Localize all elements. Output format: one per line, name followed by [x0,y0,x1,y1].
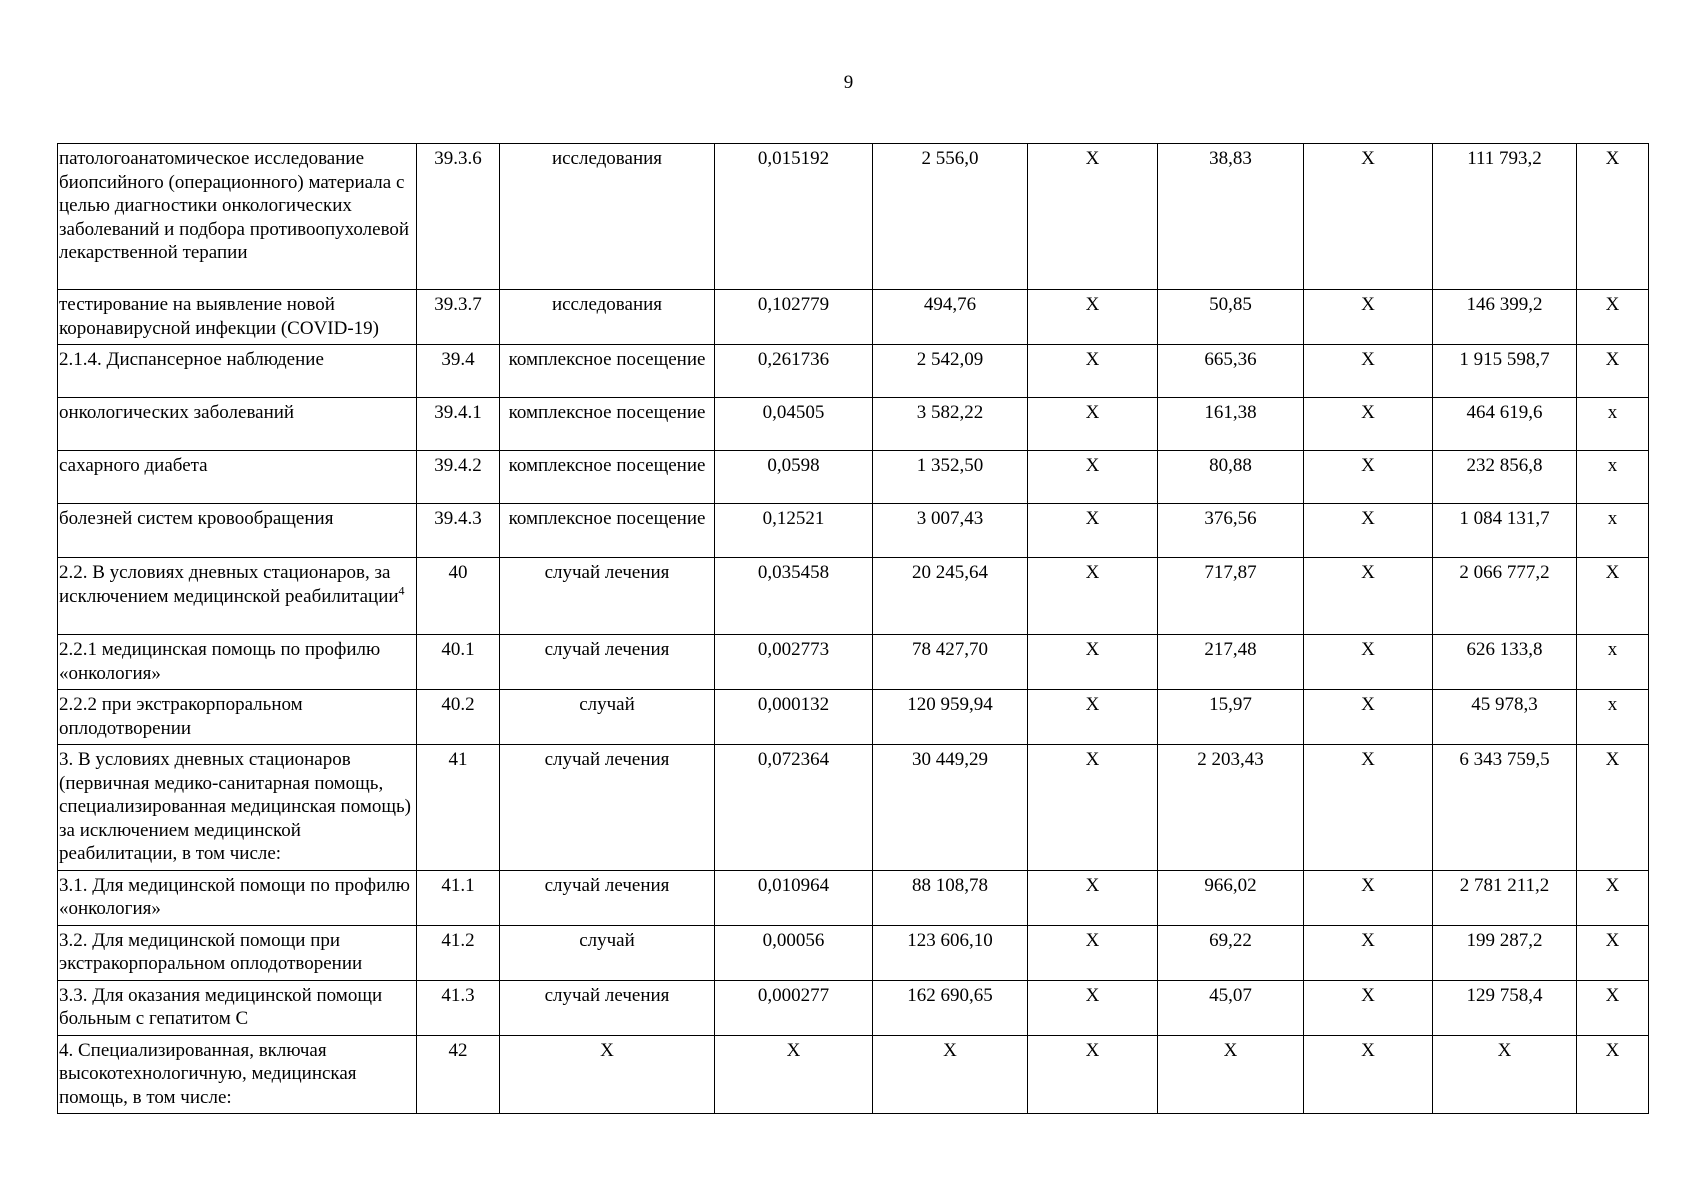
cell-col6-text: Х [1085,749,1100,770]
cell-code-text: 39.4.1 [434,402,482,423]
cell-col6 [1028,745,1158,871]
cell-norm-text: 0,04505 [762,402,825,423]
cell-col8 [1304,290,1433,345]
cell-col6 [1028,451,1158,504]
cell-unit [500,745,715,871]
cell-name-text: патологоанатомическое исследование биопсийного (операционного) материала с целью диагностики онкологических заболеваний и подбора противоопухолевой лекарственной терапии [59,148,410,263]
cell-name [58,398,417,451]
cell-code-text: 39.4.2 [434,455,482,476]
cell-cost-text: 494,76 [923,294,977,315]
cell-norm-text: 0,00056 [762,929,825,951]
table-row [58,925,1649,980]
cell-col8 [1304,870,1433,925]
cell-col6-text: Х [1085,639,1100,660]
cell-col6-text: Х [1085,929,1100,951]
cell-col8-text: Х [1361,694,1375,715]
cell-col10-text: Х [1605,294,1620,315]
cell-code-text: 39.3.7 [434,294,482,315]
cell-unit [500,690,715,745]
cell-code [417,635,500,690]
cell-col8-text: Х [1361,1039,1375,1061]
cell-norm-text: 0,0598 [767,455,820,476]
cell-code [417,1035,500,1114]
cell-col9 [1433,870,1577,925]
cell-code-text: 41.1 [441,874,475,896]
cell-col7-text: 45,07 [1209,984,1252,1006]
cell-norm [715,745,873,871]
cell-unit-text: случай лечения [544,562,670,583]
cell-col8-text: Х [1361,562,1375,583]
cell-code [417,345,500,398]
table-row [58,345,1649,398]
cell-col7-text: 69,22 [1209,929,1252,951]
cell-unit [500,144,715,290]
cell-col9-text: 129 758,4 [1466,984,1543,1006]
cell-name [58,745,417,871]
cell-col9-text: Х [1497,1039,1512,1061]
cell-name-text: 3.3. Для оказания медицинской помощи больным с гепатитом С [59,984,383,1029]
cell-col9-text: 45 978,3 [1471,694,1538,715]
cell-cost [873,504,1028,558]
cell-unit-text: комплексное посещение [508,402,706,423]
cell-col10 [1577,290,1649,345]
cell-col7 [1158,144,1304,290]
cell-col7 [1158,980,1304,1035]
cell-norm-text: 0,010964 [757,874,830,896]
cell-cost [873,451,1028,504]
cell-norm [715,925,873,980]
cell-col6-text: Х [1085,455,1100,476]
cell-col10-text: Х [1605,929,1620,951]
cell-norm [715,290,873,345]
cell-code-text: 41.2 [441,929,475,951]
cell-col7-text: 2 203,43 [1197,749,1264,770]
cell-name-text: 2.1.4. Диспансерное наблюдение [59,349,324,370]
cell-name-text: 3. В условиях дневных стационаров (первичная медико-санитарная помощь, специализированная медицинская помощь) за исключением медицинской реабилитации, в том числе: [59,749,412,864]
cell-name [58,980,417,1035]
cell-norm-text: 0,015192 [757,148,830,169]
cell-name [58,504,417,558]
cell-cost [873,558,1028,635]
cell-norm-text: 0,000132 [757,694,830,715]
cell-col10 [1577,144,1649,290]
cell-cost-text: 3 582,22 [916,402,984,423]
cell-col10-text: Х [1605,148,1620,169]
cell-col9-text: 2 781 211,2 [1459,874,1550,896]
cell-col9 [1433,980,1577,1035]
cell-unit-text: случай лечения [544,984,670,1006]
cell-col10 [1577,690,1649,745]
table-row [58,398,1649,451]
cell-col9-text: 464 619,6 [1466,402,1543,423]
cell-col9 [1433,690,1577,745]
cell-col9 [1433,635,1577,690]
cell-unit [500,558,715,635]
cell-col7 [1158,1035,1304,1114]
cell-unit-text: Х [600,1039,614,1061]
cell-cost-text: 2 542,09 [916,349,984,370]
cell-col6-text: Х [1085,694,1100,715]
cell-col6 [1028,925,1158,980]
cell-col8 [1304,745,1433,871]
cell-cost [873,870,1028,925]
cell-col7 [1158,290,1304,345]
cell-cost-text: 120 959,94 [907,694,993,715]
cell-cost-text: 2 556,0 [921,148,979,169]
cell-name-text: болезней систем кровообращения [59,508,334,529]
table-row [58,558,1649,635]
cell-col7 [1158,345,1304,398]
cell-col10-text: х [1607,402,1618,423]
cell-code [417,558,500,635]
cell-col9-text: 199 287,2 [1466,929,1543,951]
cell-col8 [1304,635,1433,690]
cell-cost-text: 88 108,78 [912,874,988,896]
cell-code [417,690,500,745]
cell-col6 [1028,504,1158,558]
cell-code-text: 39.4 [441,349,475,370]
cell-unit [500,345,715,398]
cell-col9 [1433,398,1577,451]
cell-code [417,504,500,558]
cell-name [58,635,417,690]
table-row [58,635,1649,690]
cell-name-text: онкологических заболеваний [59,402,295,423]
cell-col9 [1433,558,1577,635]
data-table [57,143,1649,1114]
cell-col9-text: 1 084 131,7 [1459,508,1550,529]
cell-unit [500,925,715,980]
cell-unit [500,290,715,345]
cell-cost-text: Х [943,1039,957,1061]
cell-col10-text: Х [1605,749,1620,770]
cell-norm [715,870,873,925]
cell-code-text: 42 [448,1039,468,1061]
cell-col7-text: 217,48 [1204,639,1257,660]
cell-col9 [1433,290,1577,345]
cell-code [417,290,500,345]
cell-cost [873,290,1028,345]
cell-cost [873,980,1028,1035]
cell-col8 [1304,504,1433,558]
cell-norm [715,345,873,398]
cell-col7 [1158,870,1304,925]
cell-norm-text: 0,261736 [757,349,830,370]
footnote-marker: 4 [398,583,405,598]
table-row [58,504,1649,558]
cell-col8-text: Х [1361,639,1375,660]
cell-cost-text: 3 007,43 [916,508,984,529]
cell-col8 [1304,398,1433,451]
cell-cost-text: 1 352,50 [916,455,984,476]
cell-col8 [1304,925,1433,980]
cell-norm [715,1035,873,1114]
cell-col6-text: Х [1085,1039,1100,1061]
cell-col9-text: 626 133,8 [1466,639,1543,660]
cell-col6-text: Х [1085,874,1100,896]
cell-norm [715,635,873,690]
cell-col6 [1028,1035,1158,1114]
cell-cost-text: 30 449,29 [912,749,988,770]
table-row [58,451,1649,504]
cell-cost-text: 20 245,64 [912,562,988,583]
cell-norm-text: 0,072364 [757,749,830,770]
cell-name-text: тестирование на выявление новой коронавирусной инфекции (COVID-19) [59,294,379,339]
cell-col7 [1158,451,1304,504]
cell-col7-text: Х [1223,1039,1238,1061]
page-number: 9 [843,72,854,93]
cell-code-text: 40.2 [441,694,475,715]
table-row [58,1035,1649,1114]
cell-col7 [1158,558,1304,635]
cell-col8-text: Х [1361,874,1375,896]
cell-norm [715,144,873,290]
cell-cost-text: 78 427,70 [912,639,988,660]
cell-col6-text: Х [1085,984,1100,1006]
cell-col7-text: 161,38 [1204,402,1257,423]
cell-col7-text: 665,36 [1204,349,1257,370]
cell-norm [715,558,873,635]
table-row [58,980,1649,1035]
cell-code [417,398,500,451]
cell-unit [500,398,715,451]
cell-col7-text: 15,97 [1209,694,1252,715]
cell-unit-text: случай лечения [544,639,670,660]
cell-col9 [1433,1035,1577,1114]
cell-unit-text: комплексное посещение [508,455,706,476]
cell-code-text: 41 [448,749,468,770]
cell-col7 [1158,925,1304,980]
cell-col9 [1433,345,1577,398]
cell-norm-text: 0,035458 [757,562,830,583]
cell-name-text: 4. Специализированная, включая высокотехнологичную, медицинская помощь, в том числе: [59,1039,357,1108]
cell-col8-text: Х [1361,984,1375,1006]
cell-name-text: 3.1. Для медицинской помощи по профилю «онкология» [59,874,410,919]
cell-col9 [1433,925,1577,980]
cell-cost [873,635,1028,690]
cell-col10 [1577,745,1649,871]
table-body [58,144,1649,1114]
cell-cost [873,398,1028,451]
cell-unit-text: комплексное посещение [508,508,706,529]
cell-col10-text: Х [1605,349,1620,370]
cell-col10-text: х [1607,639,1618,660]
cell-col6 [1028,558,1158,635]
cell-norm [715,690,873,745]
cell-col10-text: х [1607,694,1618,715]
cell-col7 [1158,398,1304,451]
cell-unit-text: комплексное посещение [508,349,706,370]
cell-col8 [1304,980,1433,1035]
cell-norm-text: Х [786,1039,801,1061]
cell-col9-text: 2 066 777,2 [1459,562,1550,583]
cell-col8 [1304,558,1433,635]
cell-col7-text: 717,87 [1204,562,1257,583]
cell-col9 [1433,451,1577,504]
cell-code [417,144,500,290]
cell-cost [873,925,1028,980]
cell-col10 [1577,451,1649,504]
cell-col7 [1158,504,1304,558]
cell-norm-text: 0,002773 [757,639,830,660]
cell-name-text: 2.2. В условиях дневных стационаров, за исключением медицинской реабилитации [59,562,399,607]
cell-name [58,925,417,980]
table-row [58,690,1649,745]
cell-col10-text: х [1607,508,1618,529]
cell-col7 [1158,745,1304,871]
cell-col8 [1304,144,1433,290]
cell-col7-text: 80,88 [1209,455,1252,476]
cell-col10-text: Х [1605,984,1620,1006]
cell-code [417,980,500,1035]
cell-col8-text: Х [1361,455,1375,476]
cell-unit-text: случай лечения [544,749,670,770]
cell-col10 [1577,980,1649,1035]
cell-cost [873,1035,1028,1114]
cell-col9-text: 232 856,8 [1466,455,1543,476]
cell-norm-text: 0,12521 [762,508,825,529]
cell-col10 [1577,558,1649,635]
cell-col8-text: Х [1361,508,1375,529]
cell-col6-text: Х [1085,562,1100,583]
cell-code [417,451,500,504]
cell-col7-text: 50,85 [1209,294,1252,315]
cell-col10-text: Х [1605,562,1620,583]
cell-col9-text: 111 793,2 [1467,148,1542,169]
cell-unit-text: случай [579,929,635,951]
cell-unit [500,635,715,690]
cell-name [58,144,417,290]
cell-col6-text: Х [1085,349,1100,370]
cell-cost [873,690,1028,745]
cell-code [417,925,500,980]
cell-name [58,1035,417,1114]
cell-col8-text: Х [1361,294,1375,315]
cell-col10 [1577,398,1649,451]
cell-unit [500,870,715,925]
cell-col6 [1028,345,1158,398]
cell-norm [715,398,873,451]
cell-col8-text: Х [1361,349,1375,370]
cell-norm [715,451,873,504]
cell-col7-text: 966,02 [1204,874,1257,896]
cell-code-text: 39.4.3 [434,508,482,529]
cell-col8-text: Х [1361,749,1375,770]
cell-col9-text: 1 915 598,7 [1459,349,1550,370]
cell-code-text: 40 [448,562,468,583]
cell-col6-text: Х [1085,508,1100,529]
cell-name [58,558,417,635]
cell-name-text: 2.2.1 медицинская помощь по профилю «онкология» [59,639,381,684]
cell-col8-text: Х [1361,929,1375,951]
cell-col6 [1028,290,1158,345]
cell-cost [873,345,1028,398]
cell-col10 [1577,925,1649,980]
cell-name [58,345,417,398]
cell-col6-text: Х [1085,148,1100,169]
cell-norm [715,980,873,1035]
table-row [58,290,1649,345]
cell-code [417,745,500,871]
cell-col10 [1577,635,1649,690]
cell-col8-text: Х [1361,148,1375,169]
cell-cost-text: 123 606,10 [907,929,993,951]
cell-col6-text: Х [1085,294,1100,315]
cell-col7-text: 38,83 [1209,148,1252,169]
table-row [58,870,1649,925]
cell-col6 [1028,980,1158,1035]
cell-col8 [1304,690,1433,745]
cell-unit-text: случай лечения [544,874,670,896]
cell-cost-text: 162 690,65 [907,984,993,1006]
cell-col9 [1433,144,1577,290]
cell-name [58,870,417,925]
cell-name-text: 2.2.2 при экстракорпоральном оплодотворении [59,694,303,739]
cell-col9 [1433,745,1577,871]
cell-code-text: 40.1 [441,639,475,660]
cell-name-text: 3.2. Для медицинской помощи при экстракорпоральном оплодотворении [59,929,363,974]
cell-unit-text: исследования [551,294,663,315]
cell-col7 [1158,690,1304,745]
cell-name [58,290,417,345]
cell-col10 [1577,1035,1649,1114]
cell-norm [715,504,873,558]
cell-col9-text: 146 399,2 [1466,294,1543,315]
cell-name-text: сахарного диабета [59,455,208,476]
cell-col10-text: х [1607,455,1618,476]
cell-norm-text: 0,000277 [757,984,830,1006]
cell-col6 [1028,870,1158,925]
cell-name [58,690,417,745]
cell-name [58,451,417,504]
cell-col9-text: 6 343 759,5 [1459,749,1550,770]
cell-cost [873,745,1028,871]
cell-unit [500,451,715,504]
table-row [58,745,1649,871]
cell-unit-text: случай [579,694,635,715]
cell-col8-text: Х [1361,402,1375,423]
cell-col6 [1028,144,1158,290]
cell-cost [873,144,1028,290]
cell-unit [500,980,715,1035]
cell-unit-text: исследования [551,148,663,169]
cell-col10 [1577,504,1649,558]
table-row [58,144,1649,290]
cell-col6 [1028,635,1158,690]
cell-code-text: 41.3 [441,984,475,1006]
cell-code [417,870,500,925]
cell-unit [500,1035,715,1114]
cell-col6 [1028,398,1158,451]
cell-col9 [1433,504,1577,558]
cell-col7-text: 376,56 [1204,508,1257,529]
cell-col8 [1304,345,1433,398]
cell-col10-text: Х [1605,1039,1620,1061]
cell-norm-text: 0,102779 [757,294,830,315]
cell-col10 [1577,345,1649,398]
cell-col8 [1304,451,1433,504]
cell-unit [500,504,715,558]
cell-col10-text: Х [1605,874,1620,896]
cell-col7 [1158,635,1304,690]
cell-code-text: 39.3.6 [434,148,482,169]
cell-col6 [1028,690,1158,745]
cell-col6-text: Х [1085,402,1100,423]
cell-col8 [1304,1035,1433,1114]
cell-col10 [1577,870,1649,925]
